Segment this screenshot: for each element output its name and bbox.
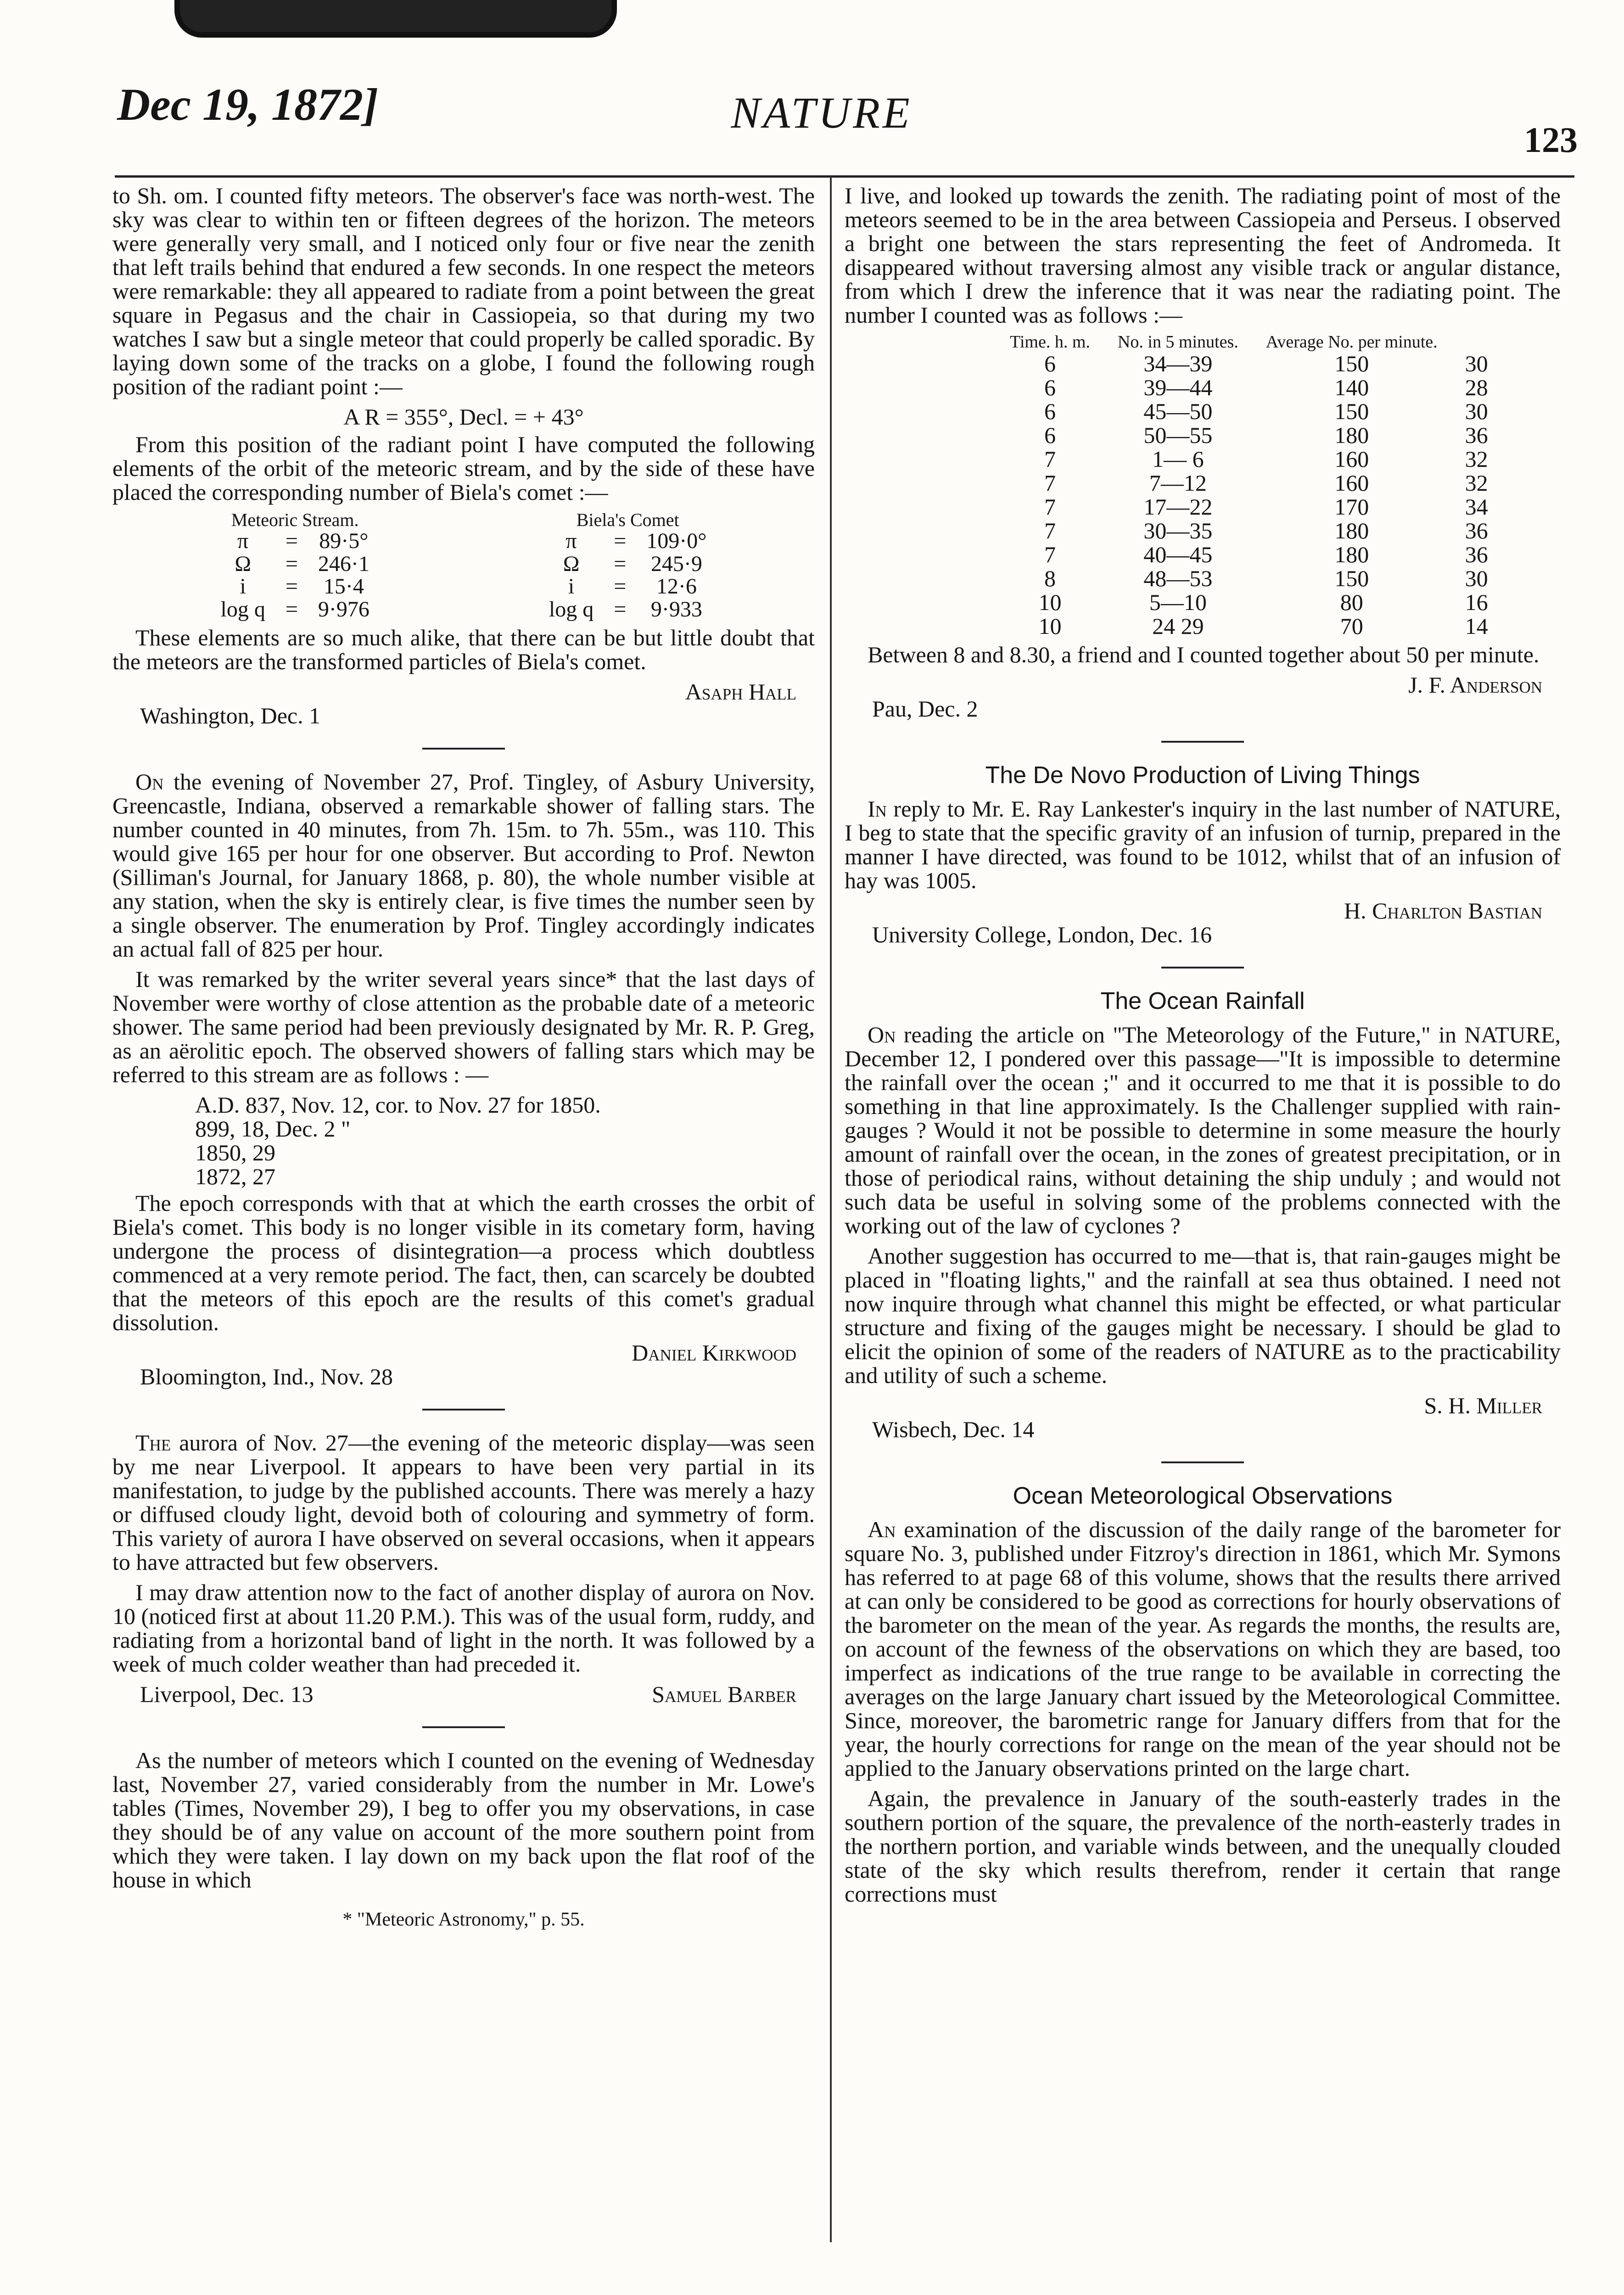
kirkwood-p1 [112,770,815,961]
cell-n: 160 [1334,446,1369,472]
section-divider [422,1409,505,1411]
place-wisbech: Wisbech, Dec. 14 [872,1416,1035,1442]
cell-avg: 36 [1465,517,1488,543]
list-item: 1850, 29 [195,1140,275,1166]
table-row [210,530,379,553]
table-row [210,575,379,598]
cell-avg: 28 [1465,374,1488,400]
body-text: aurora of Nov. 27—the evening of the meteoric display—was seen by me near Liverpool. It appears to have been very partial in its manifestation, to judge by the published accounts. There was merely a hazy or diffused cloudy light, devoid both of colouring and symmetry of form. This variety of aurora I have observed on several occasions, when it appears to have attracted but few observers. [112,1430,815,1575]
comet-caption: Biela's Comet [576,509,679,530]
cell-avg: 30 [1465,565,1488,591]
signature-miller: S. H. Miller [1424,1392,1542,1418]
value: 12·6 [656,574,697,599]
meteor-count-table [996,333,1502,638]
list-item: 1872, 27 [195,1164,275,1190]
symbol: Ω [235,551,251,576]
table-row [996,495,1502,519]
stream-caption: Meteoric Stream. [231,509,359,530]
column-header: Average No. per minute. [1266,332,1438,352]
table-row [210,598,379,621]
right-column [845,184,1561,1912]
cell-avg: 16 [1465,589,1488,615]
cell-h: 7 [1044,541,1056,567]
symbol: π [566,528,577,553]
signature-kirkwood: Daniel Kirkwood [632,1340,796,1366]
value: 89·5° [319,528,369,553]
miller-p1 [845,1023,1561,1237]
anderson-p1-cont: I live, and looked up towards the zenith. The radiating point of most of the meteors seemed to be in the area between Cassiopeia and Perseus. I observed a bright one between the stars representing the feet of Andromeda. It disappeared without traversing almost any visible track or angular distance, from which I drew the inference that it was near the radiating point. The number I counted was as follows :— [845,183,1561,328]
symbol: log q [549,597,594,622]
kirkwood-p2: It was remarked by the writer several years since* that the last days of November were worthy of close attention as the probable date of a meteoric shower. The same period had been previously designated by Mr. R. P. Greg, as an aërolitic epoch. The observed showers of falling stars which may be referred to this stream are as follows : — [112,966,815,1088]
table-row [996,614,1502,638]
cell-avg: 30 [1465,350,1488,376]
section-divider [1161,741,1244,743]
signature-bastian: H. Charlton Bastian [1344,897,1542,924]
cell-n: 180 [1334,541,1369,567]
section-divider [422,1726,505,1728]
cell-m: 39—44 [1143,374,1213,400]
body-text: the evening of November 27, Prof. Tingley, of Asbury University, Greencastle, Indiana, observed a remarkable shower of falling stars. The number counted in 40 minutes, from 7h. 15m. to 7h. 55m., was 110. This would give 165 per hour for one observer. But according to Prof. Newton (Silliman's Journal, for January 1868, p. 80), the whole number visible at any station, when the sky is entirely clear, is five times the number seen by a single observer. The enumeration by Prof. Tingley accordingly indicates an actual fall of 825 per hour. [112,769,815,962]
eq: = [614,528,627,553]
radiant-formula: A R = 355°, Decl. = + 43° [343,404,584,430]
value: 109·0° [646,528,707,553]
orbit-elements [131,510,796,621]
table-row [996,399,1502,423]
place-london: University College, London, Dec. 16 [872,921,1212,947]
cell-h: 7 [1044,470,1056,496]
lead-word: The [135,1430,171,1456]
value: 246·1 [318,551,370,576]
table-row [996,375,1502,399]
symbol: i [240,574,246,599]
table-row [996,447,1502,471]
table-row [996,590,1502,614]
cell-h: 7 [1044,446,1056,472]
table-body [996,352,1502,638]
value: 9·976 [318,597,370,622]
table-row [996,471,1502,495]
biela-comet-table [539,510,717,621]
cell-m: 34—39 [1143,350,1213,376]
value: 245·9 [650,551,702,576]
table-row [996,566,1502,590]
heading-de-novo: The De Novo Production of Living Things [985,761,1420,789]
cell-avg: 32 [1465,446,1488,472]
journal-title: NATURE [731,88,913,137]
table-row [539,598,717,621]
cell-h: 10 [1038,589,1062,615]
hall-letter-p3: These elements are so much alike, that there can be but little doubt that the meteors are the transformed particles of Biela's comet. [112,625,815,675]
table-row [996,519,1502,543]
cell-h: 6 [1044,422,1056,448]
cell-n: 160 [1334,470,1369,496]
scan-binding-top [174,0,617,38]
signature-barber: Samuel Barber [652,1681,796,1707]
lead-word: On [135,769,164,795]
barber-signoff [140,1682,796,1706]
section-divider [1161,967,1244,968]
barber-p2: I may draw attention now to the fact of another display of aurora on Nov. 10 (noticed first at about 11.20 P.M.). This was of the usual form, ruddy, and radiating from a horizontal band of light in the north. It was followed by a week of much colder weather than had preceded it. [112,1579,815,1677]
cell-n: 170 [1334,493,1369,520]
cell-n: 150 [1334,565,1369,591]
cell-h: 10 [1038,613,1062,639]
cell-n: 70 [1340,613,1363,639]
cell-avg: 30 [1465,398,1488,424]
cell-m: 50—55 [1143,422,1213,448]
symbol: Ω [563,551,580,576]
table-row [996,352,1502,375]
cell-h: 6 [1044,350,1056,376]
cell-h: 7 [1044,517,1056,543]
cell-m: 30—35 [1143,517,1213,543]
table-row [996,543,1502,566]
place-bloomington: Bloomington, Ind., Nov. 28 [140,1364,393,1390]
place-washington: Washington, Dec. 1 [140,703,321,729]
body-text: reading the article on "The Meteorology of the Future," in NATURE, December 12, I pondered over this passage—"It is impossible to determine the rainfall over the ocean ;" and it occurred to me that it is possible to do something in that line approximately. Is the Challenger supplied with rain-gauges ? Would it not be possible to determine in some measure the hourly amount of rainfall over the ocean, in the zones of greatest precipitation, or in those of periodical rains, without detaining the ship unduly ; and would not such data be useful in solving some of the problems connected with the working out of the law of cyclones ? [845,1021,1561,1238]
list-item: 899, 18, Dec. 2 " [195,1116,351,1142]
signature-anderson: J. F. Anderson [1408,672,1542,698]
cell-h: 6 [1044,398,1056,424]
table-row [539,575,717,598]
column-divider [830,177,832,2242]
lead-word: An [868,1516,896,1542]
anderson-p2: Between 8 and 8.30, a friend and I counted together about 50 per minute. [868,641,1540,667]
hall-letter-p2: From this position of the radiant point I have computed the following elements of the orbit of the meteoric stream, and by the side of these have placed the corresponding number of Biela's comet :— [112,431,815,505]
eq: = [285,528,298,553]
header-date: Dec 19, 1872] [117,79,379,130]
eq: = [614,574,627,599]
cell-m: 40—45 [1143,541,1213,567]
cell-n: 150 [1334,350,1369,376]
lead-word: In [868,795,887,822]
cell-m: 1— 6 [1152,446,1204,472]
hall-letter-p1: to Sh. om. I counted fifty meteors. The observer's face was north-west. The sky was clear to within ten or fifteen degrees of the horizon. The meteors were generally very small, and I noticed only four or five near the zenith that left trails behind that endured a few seconds. In one respect the meteors were remarkable: they all appeared to radiate from a point between the great square in Pegasus and the chair in Cassiopeia, so that during my two watches I saw but a single meteor that could properly be called sporadic. By laying down some of the tracks on a globe, I found the following rough position of the radiant point :— [112,183,815,399]
miller-p2: Another suggestion has occurred to me—that is, that rain-gauges might be placed in "floating lights," and the rainfall at sea thus obtained. I need not now inquire through what channel this might be effected, or what particular structure and fixing of the gauges might be necessary. I should be glad to elicit the opinion of some of the readers of NATURE as to the practicability and utility of such a scheme. [845,1243,1561,1388]
anderson-p1: As the number of meteors which I counted on the evening of Wednesday last, November 27, varied considerably from the number in Mr. Lowe's tables (Times, November 29), I beg to offer you my observations, in case they should be of any value on account of the more southern point from which they were taken. I lay down on my back upon the flat roof of the house in which [112,1747,815,1893]
cell-h: 6 [1044,374,1056,400]
lead-word: On [868,1021,896,1047]
table-row [539,530,717,553]
cell-avg: 36 [1465,422,1488,448]
eq: = [285,597,298,622]
header-rule [115,175,1574,178]
cell-m: 17—22 [1143,493,1213,520]
cell-avg: 36 [1465,541,1488,567]
list-item: A.D. 837, Nov. 12, cor. to Nov. 27 for 1850. [195,1092,601,1118]
eq: = [614,597,627,622]
cell-avg: 14 [1465,613,1488,639]
value: 15·4 [323,574,364,599]
section-divider [422,748,505,750]
cell-h: 7 [1044,493,1056,520]
symbol: log q [220,597,265,622]
value: 9·933 [650,597,702,622]
symbol: i [568,574,575,599]
cell-m: 45—50 [1143,398,1213,424]
column-header: No. in 5 minutes. [1117,332,1238,352]
table-row [996,423,1502,447]
cell-avg: 34 [1465,493,1488,520]
cell-m: 48—53 [1143,565,1213,591]
cell-h: 8 [1044,565,1056,591]
heading-ocean-meteorological: Ocean Meteorological Observations [1013,1482,1393,1509]
left-column [112,184,815,1930]
cell-m: 7—12 [1149,470,1207,496]
place-liverpool: Liverpool, Dec. 13 [140,1681,314,1707]
fitzroy-p1 [845,1517,1561,1780]
eq: = [614,551,627,576]
place-pau: Pau, Dec. 2 [872,695,978,722]
cell-avg: 32 [1465,470,1488,496]
table-row [210,553,379,576]
shower-list [195,1093,815,1188]
bastian-p1 [845,797,1561,892]
page-number: 123 [1524,120,1578,160]
eq: = [285,574,298,599]
heading-ocean-rainfall: The Ocean Rainfall [1100,987,1305,1014]
body-text: examination of the discussion of the daily range of the barometer for square No. 3, published under Fitzroy's direction in 1861, which Mr. Symons has referred to at page 68 of this volume, shows that the results there arrived at can only be considered to be good as corrections for hourly observations of the barometer on the mean of the year. As regards the months, the results are, on account of the fewness of the observations on which they are based, too imperfect as indications of the true range to be available in correcting the averages on the large January chart issued by the Meteorological Committee. Since, moreover, the barometric range for January differs from that for the year, the hourly corrections for range on the mean of the year should not be applied to the January observations printed on the large chart. [845,1516,1561,1781]
cell-n: 80 [1340,589,1363,615]
cell-n: 150 [1334,398,1369,424]
section-divider [1161,1461,1244,1463]
cell-m: 5—10 [1149,589,1207,615]
cell-n: 180 [1334,422,1369,448]
body-text: reply to Mr. E. Ray Lankester's inquiry in the last number of NATURE, I beg to state that the specific gravity of an infusion of turnip, prepared in the manner I have directed, was found to be 1012, whilst that of an infusion of hay was 1005. [845,795,1561,893]
table-row [539,553,717,576]
cell-m: 24 29 [1152,613,1204,639]
signature-hall: Asaph Hall [685,679,796,705]
barber-p1 [112,1431,815,1574]
kirkwood-p3: The epoch corresponds with that at which the earth crosses the orbit of Biela's comet. This body is no longer visible in its cometary form, having undergone the process of disintegration—a process which doubtless commenced at a very remote period. The fact, then, can scarcely be doubted that the meteors of this epoch are the results of this comet's gradual dissolution. [112,1190,815,1336]
fitzroy-p2: Again, the prevalence in January of the south-easterly trades in the southern portion of the square, the prevalence of the north-easterly trades in the northern portion, and variable winds between, and the unequally clouded state of the sky which results therefrom, render it certain that range corrections must [845,1785,1561,1907]
footnote: * "Meteoric Astronomy," p. 55. [342,1909,585,1931]
eq: = [285,551,298,576]
cell-n: 180 [1334,517,1369,543]
symbol: π [237,528,249,553]
cell-n: 140 [1334,374,1369,400]
column-header: Time. h. m. [1010,332,1090,352]
meteoric-stream-table [210,510,379,621]
